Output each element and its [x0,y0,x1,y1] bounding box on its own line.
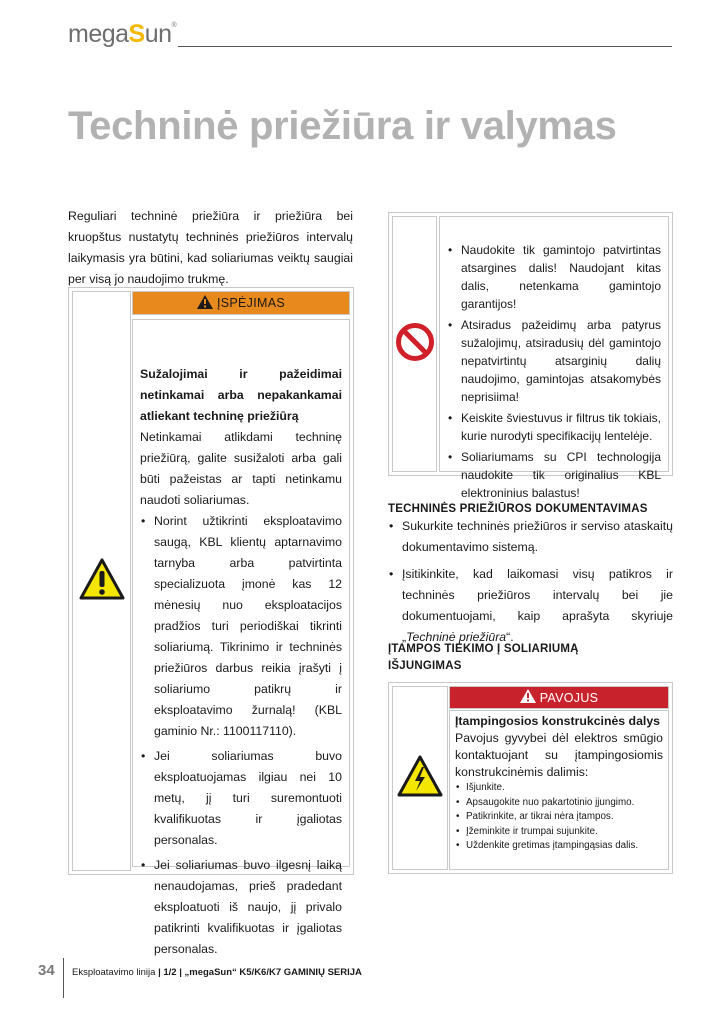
brand-logo [68,20,176,49]
alert-triangle-icon [197,295,213,312]
documentation-heading: TECHNINĖS PRIEŽIŪROS DOKUMENTAVIMAS [388,503,648,515]
danger-step: • Uždenkite gretimas įtampingąsias dalis. [455,839,663,854]
danger-heading: Įtampingosios konstrukcinės dalys [455,714,661,728]
danger-body: Pavojus gyvybei dėl elektros smūgio kontaktuojant su įtampingosiomis konstrukcinėmis dalimis: [455,731,663,779]
warning-icon-column [72,291,131,871]
warning-banner-label: ĮSPĖJIMAS [217,296,285,310]
registered-mark: ® [171,21,177,29]
prohibition-icon [395,322,435,367]
warning-content [132,319,350,956]
documentation-bullet: • Sukurkite techninės priežiūros ir serviso ataskaitų dokumentavimo sistemą. [388,516,673,558]
alert-triangle-icon [520,689,536,706]
warning-body: Netinkamai atlikdami techninę priežiūrą, galite susižaloti arba gali būti pažeistas ar tapti netinkamu naudoti soliariumas. [140,430,342,507]
documentation-list [388,516,673,654]
prohibition-icon-column [392,216,437,472]
danger-step: • Įžeminkite ir trumpai sujunkite. [455,825,663,840]
prohibition-bullet: • Keiskite šviestuvus ir filtrus tik tokiais, kurie nurodyti specifikacijų lentelėje. [447,409,661,445]
danger-box [388,682,673,874]
footer-text: Eksploatavimo linija | 1/2 | „megaSun“ K5/K6/K7 GAMINIŲ SERIJA [72,967,362,978]
warning-triangle-icon [79,558,125,605]
documentation-bullet: • Įsitikinkite, kad laikomasi visų patikros ir techninės priežiūros intervalų bei jie dokumentuojami, kaip aprašyta skyriuje „Techninė priežiūra“. [388,564,673,648]
prohibition-bullet: • Naudokite tik gamintojo patvirtintas atsargines dalis! Naudojant kitas dalis, netenkama gamintojo garantijos! [447,241,661,313]
logo-text-s: S [128,20,145,48]
danger-icon-column [392,686,448,870]
prohibition-bullet-list [447,241,661,502]
header-rule [178,46,672,47]
warning-box [68,287,354,956]
danger-banner-label: PAVOJUS [539,690,599,705]
danger-banner [449,686,669,709]
prohibition-bullet: • Atsiradus pažeidimų arba patyrus sužalojimų, atsiradusių dėl gamintojo nepatvirtintų atsarginių dalių naudojimo, gamintojas atsakomybės neprisiima! [447,316,661,406]
danger-content [449,710,669,870]
chapter-reference: Techninė priežiūra [406,630,507,644]
warning-bullet-list [140,511,342,960]
warning-bullet: • Jei soliariumas buvo eksploatuojamas ilgiau nei 10 metų, jį turi suremontuoti kvalifikuotas ir įgaliotas personalas. [140,746,342,851]
page-number: 34 [38,962,55,979]
logo-text-un: un [144,20,172,48]
logo-text-mega: mega [68,20,129,48]
prohibition-bullet: • Soliariumams su CPI technologija naudokite tik originalius KBL elektroninius balastus! [447,448,661,502]
warning-bullet: • Jei soliariumas buvo ilgesnį laiką nenaudojamas, prieš pradedant eksploatuoti iš naujo, jį privalo patikrinti kvalifikuotas ir įgaliotas personalas. [140,855,342,960]
danger-step: • Apsaugokite nuo pakartotinio įjungimo. [455,796,663,811]
prohibition-box [388,212,673,500]
intro-paragraph: Reguliari techninė priežiūra ir priežiūra bei kruopštus nustatytų techninės priežiūros intervalų laikymasis yra būtini, kad soliariumas veiktų saugiai per visą jo naudojimo trukmę. [68,209,353,286]
prohibition-content [439,216,669,500]
warning-banner [132,291,350,315]
warning-heading: Sužalojimai ir pažeidimai netinkamai arba nepakankamai atliekant techninę priežiūrą [140,367,342,423]
page-title: Techninė priežiūra ir valymas [68,104,617,148]
footer-divider [63,958,64,998]
danger-step: • Išjunkite. [455,781,663,796]
danger-step: • Patikrinkite, ar tikrai nėra įtampos. [455,810,663,825]
power-disconnect-heading: ĮTAMPOS TIEKIMO Į SOLIARIUMĄ IŠJUNGIMAS [388,643,579,672]
danger-steps-list [455,781,663,854]
warning-bullet: • Norint užtikrinti eksploatavimo saugą, KBL klientų aptarnavimo tarnyba arba patvirtinta specializuota įmonė kas 12 mėnesių nuo eksploatacijos pradžios turi periodiškai tikrinti soliariumą. Tikrinimo ir techninės priežiūros darbus reikia įrašyti į soliariumo patikrų ir eksploatavimo žurnalą! (KBL gaminio Nr.: 1100117110). [140,511,342,742]
high-voltage-icon [397,755,443,802]
